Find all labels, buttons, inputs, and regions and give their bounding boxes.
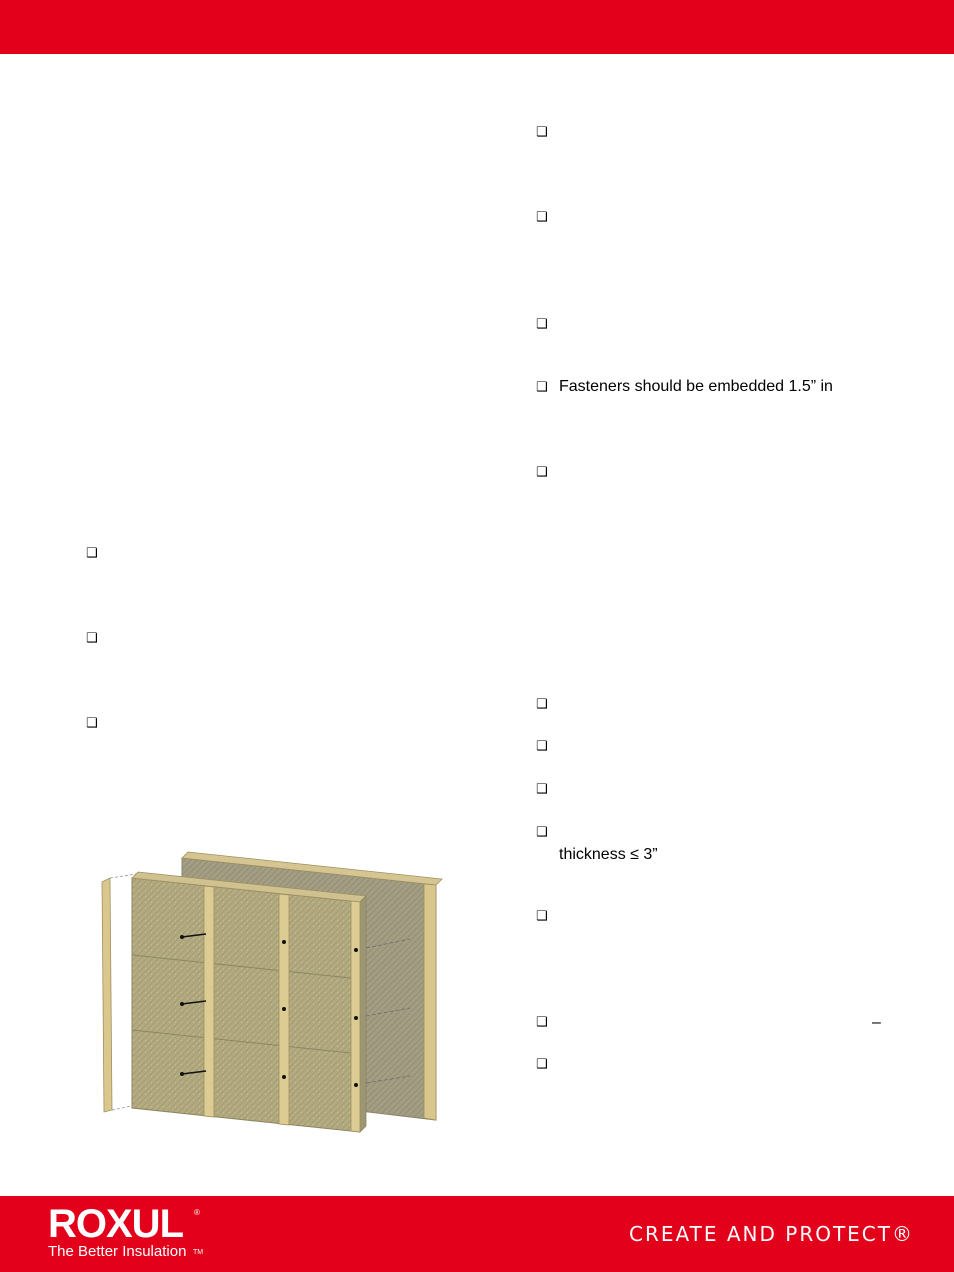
checkbox-bullet-icon: ❑ [536, 909, 548, 924]
checkbox-bullet-icon: ❑ [536, 1015, 548, 1030]
logo-tagline: The Better Insulation [48, 1243, 187, 1260]
footer-band [0, 1196, 954, 1272]
checkbox-bullet-icon: ❑ [536, 210, 548, 225]
slogan: CREATE AND PROTECT® [629, 1222, 914, 1246]
checkbox-bullet-icon: ❑ [86, 546, 98, 561]
checkbox-bullet-icon: ❑ [536, 739, 548, 754]
roxul-logo [48, 1202, 204, 1260]
checkbox-bullet-icon: ❑ [536, 825, 548, 840]
header-band [0, 0, 954, 54]
wall-assembly-illustration [96, 850, 446, 1140]
checkbox-bullet-icon: ❑ [536, 125, 548, 140]
registered-mark: ® [194, 1208, 200, 1217]
checkbox-bullet-icon: ❑ [536, 465, 548, 480]
fastener-embed-text: Fasteners should be embedded 1.5” in [559, 378, 833, 395]
checkbox-bullet-icon: ❑ [536, 317, 548, 332]
checkbox-bullet-icon: ❑ [536, 1057, 548, 1072]
checkbox-bullet-icon: ❑ [536, 697, 548, 712]
checkbox-bullet-icon: ❑ [86, 631, 98, 646]
thickness-text: thickness ≤ 3” [559, 846, 658, 863]
dash-text: – [872, 1014, 881, 1031]
logo-wordmark: ROXUL [48, 1202, 183, 1246]
checkbox-bullet-icon: ❑ [86, 716, 98, 731]
checkbox-bullet-icon: ❑ [536, 380, 548, 395]
trademark-mark: TM [193, 1249, 204, 1256]
checkbox-bullet-icon: ❑ [536, 782, 548, 797]
